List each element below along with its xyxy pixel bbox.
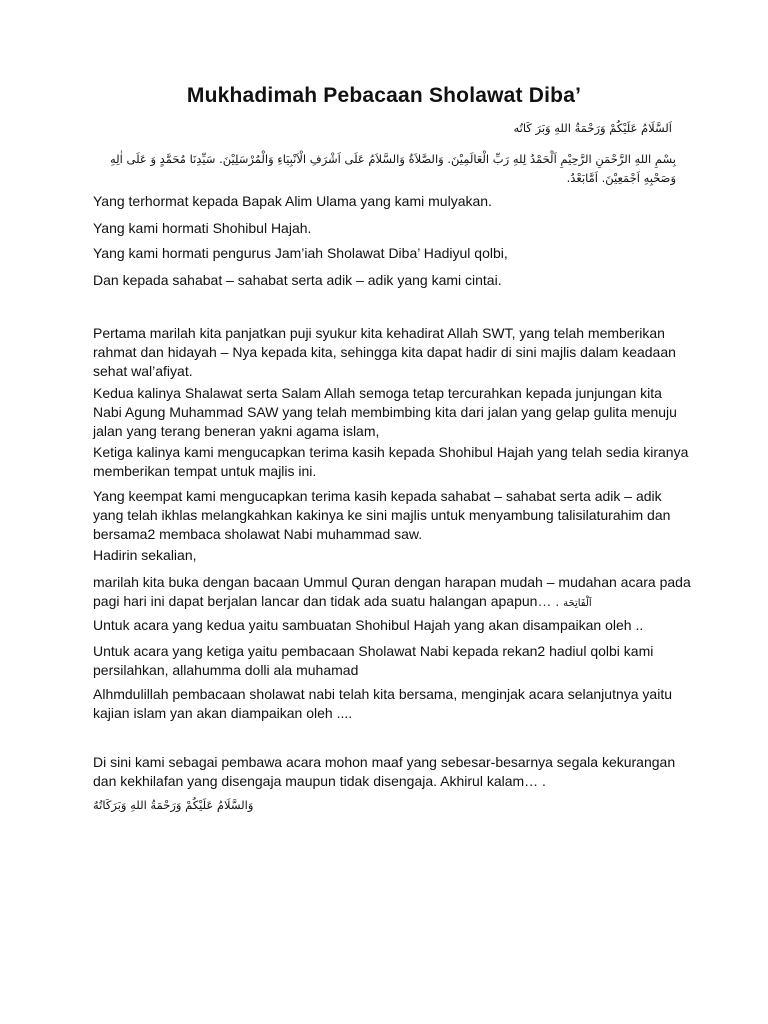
marilah-dots: … . (537, 593, 560, 609)
paragraph-ketiga: Ketiga kalinya kami mengucapkan terima kasih kepada Shohibul Hajah yang telah sedia kiranya memberikan tempat untuk majlis ini. (93, 444, 689, 479)
paragraph-acara-kedua: Untuk acara yang kedua yaitu sambuatan Shohibul Hajah yang akan disampaikan oleh .. (93, 617, 644, 633)
paragraph-penutup: Di sini kami sebagai pembawa acara mohon maaf yang sebesar-besarnya segala kekurangan dan kekhilafan yang disengaja maupun tidak disengaja. Akhirul kalam… . (93, 754, 676, 789)
salutation-alim-ulama: Yang terhormat kepada Bapak Alim Ulama yang kami mulyakan. (93, 193, 492, 209)
salutation-sahabat: Dan kepada sahabat – sahabat serta adik – adik yang kami cintai. (93, 272, 502, 288)
paragraph-alhamdulillah: Alhmdulillah pembacaan sholawat nabi telah kita bersama, menginjak acara selanjutnya yaitu kajian islam yan akan diampaikan oleh .... (93, 686, 673, 721)
paragraph-acara-ketiga: Untuk acara yang ketiga yaitu pembacaan Sholawat Nabi kepada rekan2 hadiul qolbi kami persilahkan, allahumma dolli ala muhamad (93, 643, 654, 678)
salutation-shohibul-hajah: Yang kami hormati Shohibul Hajah. (93, 220, 312, 236)
paragraph-keempat: Yang keempat kami mengucapkan terima kasih kepada sahabat – sahabat serta adik – adik yang telah ikhlas melangkahkan kakinya ke sini majlis untuk menyambung talisilaturahim dan bersama2 membaca sholawat Nabi muhammad saw. (93, 488, 671, 542)
arabic-greeting: اَلسَّلَامُ عَلَيْكُمْ وَرَحْمَةُ اللهِ وَبَرَ كَاتُه (513, 121, 672, 135)
arabic-opening: بِسْمِ اللهِ الرَّحْمَنِ الرَّحِيْمِ اَلْحَمْدُ لِلهِ رَبِّ الْعَالَمِيْنَ. وَالصَّلاَةُ وَالسَّلاَمُ عَلَى اَشْرَفِ الْاَنْبِيَاءِ وَالْمُرْسَلِيْنَ. سَيِّدِنَا مُحَمَّدٍ وَ عَلَى اٰلِهِ وَصَحْبِهِ اَجْمَعِيْنَ. اَمَّابَعْدُ. (110, 152, 676, 185)
page-title: Mukhadimah Pebacaan Sholawat Diba’ (186, 84, 582, 107)
paragraph-kedua: Kedua kalinya Shalawat serta Salam Allah semoga tetap tercurahkan kepada junjungan kita Nabi Agung Muhammad SAW yang telah membimbing kita dari jalan yang gelap gulita menuju jalan yang terang beneran yakni agama islam, (93, 385, 677, 439)
arabic-closing: وَالسَّلَامُ عَلَيْكُمْ وَرَحْمَةُ اللهِ وَبَرَكَاتُهُ (93, 798, 254, 812)
paragraph-marilah (93, 573, 693, 613)
salutation-pengurus: Yang kami hormati pengurus Jam’iah Sholawat Diba’ Hadiyul qolbi, (93, 245, 508, 261)
al-fatihah-arabic: اَلْفَاتِحَة (563, 598, 592, 609)
paragraph-hadirin: Hadirin sekalian, (93, 547, 197, 563)
paragraph-pertama: Pertama marilah kita panjatkan puji syukur kita kehadirat Allah SWT, yang telah memberikan rahmat dan hidayah – Nya kepada kita, sehingga kita dapat hadir di sini majlis dalam keadaan sehat wal’afiyat. (93, 325, 676, 379)
marilah-text: marilah kita buka dengan bacaan Ummul Quran dengan harapan mudah – mudahan acara pada pagi hari ini dapat berjalan lancar dan tidak ada suatu halangan apapun (93, 574, 691, 609)
